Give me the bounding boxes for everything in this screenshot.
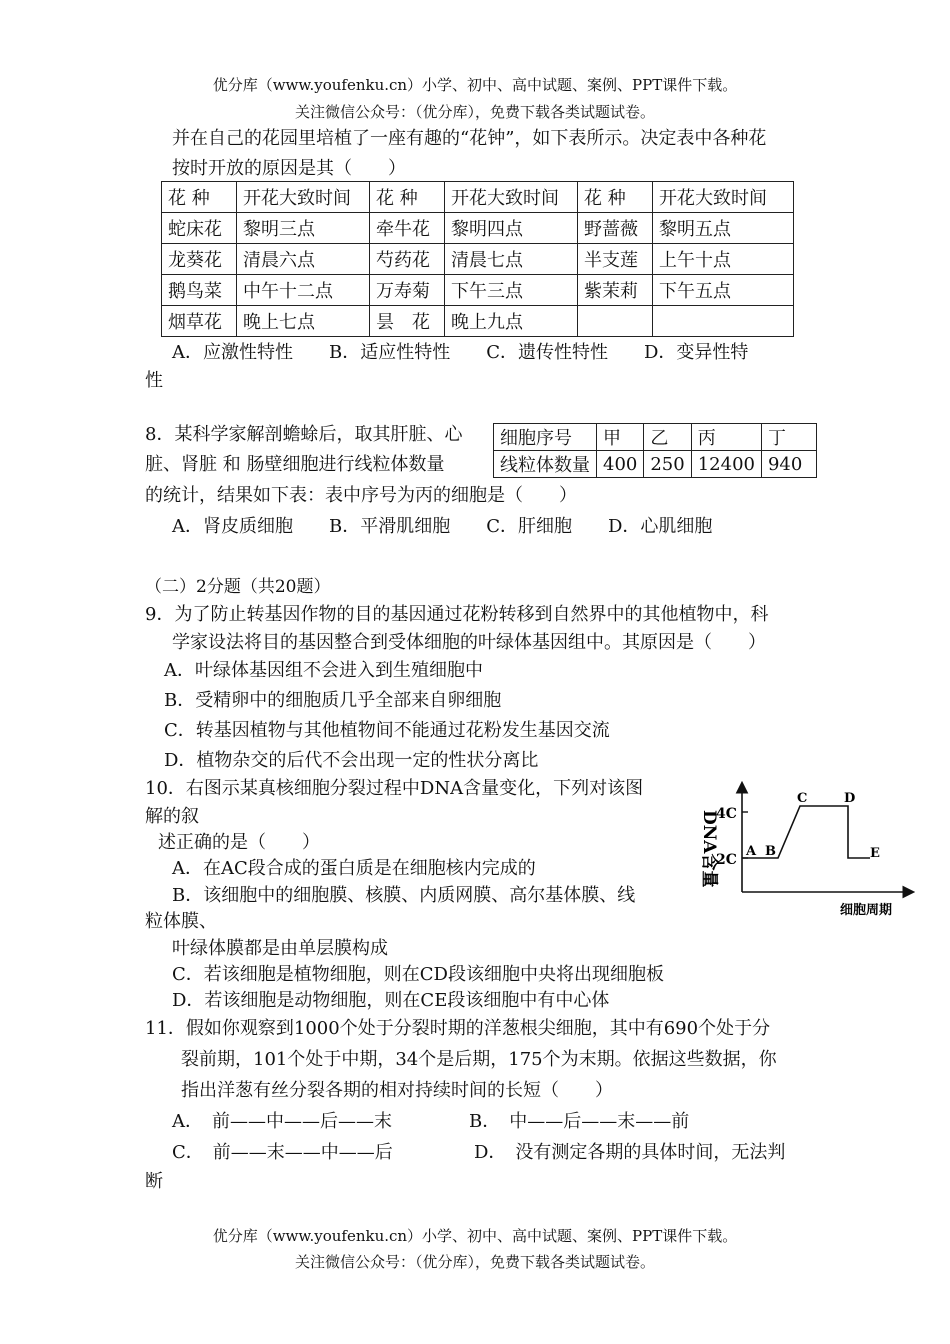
table-cell: 清晨六点 [237, 244, 370, 275]
table-row [494, 451, 817, 478]
table-cell: 芍药花 [370, 244, 445, 275]
table-cell: 紫茉莉 [578, 275, 653, 306]
table-cell: 下午三点 [445, 275, 578, 306]
table-cell: 牵牛花 [370, 213, 445, 244]
table-cell: 甲 [597, 424, 644, 451]
q10-option-d: D．若该细胞是动物细胞，则在CE段该细胞中有中心体 [172, 990, 610, 1011]
table-header: 开花大致时间 [653, 182, 794, 213]
table-header: 花 种 [370, 182, 445, 213]
table-cell: 上午十点 [653, 244, 794, 275]
header-line-2: 关注微信公众号：（优分库），免费下载各类试题试卷。 [294, 103, 655, 121]
table-cell: 丙 [691, 424, 761, 451]
table-cell: 晚上九点 [445, 306, 578, 337]
dna-content-graph [690, 778, 920, 918]
table-cell: 下午五点 [653, 275, 794, 306]
q10-stem-2: 解的叙 [145, 806, 199, 827]
q7-options-wrap: 性 [145, 370, 163, 391]
table-cell: 晚上七点 [237, 306, 370, 337]
q7-options: A．应激性特性 B．适应性特性 C．遗传性特性 D．变异性特 [172, 342, 749, 363]
table-header: 开花大致时间 [445, 182, 578, 213]
table-cell: 黎明三点 [237, 213, 370, 244]
point-c-label: C [797, 791, 808, 806]
q11-option-b: B． 中——后——末——前 [469, 1111, 690, 1132]
q11-stem-3: 指出洋葱有丝分裂各期的相对持续时间的长短（ ） [181, 1080, 613, 1101]
q10-option-b-3: 叶绿体膜都是由单层膜构成 [172, 938, 388, 959]
q11-option-a: A． 前——中——后——末 [172, 1111, 392, 1132]
section-title: （二）2分题（共20题） [145, 577, 331, 597]
table-cell [578, 306, 653, 337]
point-d-label: D [844, 791, 856, 806]
table-cell: 丁 [761, 424, 816, 451]
table-cell: 线粒体数量 [494, 451, 597, 478]
q7-stem-2: 按时开放的原因是其（ ） [172, 158, 406, 179]
table-header: 花 种 [578, 182, 653, 213]
table-cell: 12400 [691, 451, 761, 478]
table-row [162, 213, 794, 244]
table-cell: 细胞序号 [494, 424, 597, 451]
q11-stem-2: 裂前期，101个处于中期，34个是后期，175个为末期。依据这些数据，你 [181, 1049, 777, 1070]
q10-option-b-2: 粒体膜、 [145, 911, 217, 932]
table-header: 花 种 [162, 182, 237, 213]
table-cell: 万寿菊 [370, 275, 445, 306]
table-cell: 乙 [644, 424, 691, 451]
q10-stem-1: 10．右图示某真核细胞分裂过程中DNA含量变化，下列对该图 [145, 778, 644, 799]
q8-stem-3: 的统计，结果如下表：表中序号为丙的细胞是（ ） [145, 485, 577, 506]
table-cell: 清晨七点 [445, 244, 578, 275]
q9-option-b: B．受精卵中的细胞质几乎全部来自卵细胞 [164, 690, 502, 711]
q10-option-c: C．若该细胞是植物细胞，则在CD段该细胞中央将出现细胞板 [172, 964, 664, 985]
table-cell: 鹅鸟菜 [162, 275, 237, 306]
table-cell: 940 [761, 451, 816, 478]
y-axis-label: DNA含量 [699, 810, 719, 888]
point-e-label: E [870, 846, 880, 861]
q10-option-a: A．在AC段合成的蛋白质是在细胞核内完成的 [172, 858, 536, 879]
table-cell: 中午十二点 [237, 275, 370, 306]
table-row [494, 424, 817, 451]
mitochondria-table [493, 423, 817, 478]
q8-options: A．肾皮质细胞 B．平滑肌细胞 C．肝细胞 D．心肌细胞 [172, 516, 713, 537]
table-cell [653, 306, 794, 337]
q9-option-c: C．转基因植物与其他植物间不能通过花粉发生基因交流 [164, 720, 610, 741]
table-cell: 烟草花 [162, 306, 237, 337]
q11-stem-1: 11．假如你观察到1000个处于分裂时期的洋葱根尖细胞，其中有690个处于分 [145, 1018, 771, 1039]
table-row [162, 275, 794, 306]
table-cell: 野蔷薇 [578, 213, 653, 244]
q9-option-d: D．植物杂交的后代不会出现一定的性状分离比 [164, 750, 539, 771]
q9-stem-2: 学家设法将目的基因整合到受体细胞的叶绿体基因组中。其原因是（ ） [172, 632, 766, 653]
table-cell: 龙葵花 [162, 244, 237, 275]
q8-stem-1: 8．某科学家解剖蟾蜍后，取其肝脏、心 [145, 424, 463, 445]
table-cell: 黎明四点 [445, 213, 578, 244]
table-cell: 蛇床花 [162, 213, 237, 244]
table-cell: 黎明五点 [653, 213, 794, 244]
q11-option-d: D． 没有测定各期的具体时间，无法判 [474, 1142, 786, 1163]
table-header: 开花大致时间 [237, 182, 370, 213]
q8-stem-2: 脏、肾脏 和 肠壁细胞进行线粒体数量 [145, 454, 445, 475]
q7-stem-1: 并在自己的花园里培植了一座有趣的“花钟”，如下表所示。决定表中各种花 [172, 128, 767, 149]
table-row [162, 306, 794, 337]
y-tick-label-2c: 2C [716, 852, 737, 868]
q10-option-b-1: B．该细胞中的细胞膜、核膜、内质网膜、高尔基体膜、线 [172, 885, 636, 906]
point-b-label: B [765, 844, 776, 859]
flower-clock-table [161, 181, 794, 337]
q9-stem-1: 9．为了防止转基因作物的目的基因通过花粉转移到自然界中的其他植物中，科 [145, 604, 769, 625]
table-row [162, 244, 794, 275]
q10-stem-3: 述正确的是（ ） [158, 832, 320, 853]
footer-line-2: 关注微信公众号：（优分库），免费下载各类试题试卷。 [294, 1253, 655, 1271]
q11-option-c: C． 前——末——中——后 [172, 1142, 393, 1163]
x-axis-label: 细胞周期 [840, 903, 893, 918]
footer-line-1: 优分库（www.youfenku.cn）小学、初中、高中试题、案例、PPT课件下载。 [212, 1227, 738, 1245]
table-cell: 250 [644, 451, 691, 478]
point-a-label: A [746, 844, 757, 859]
dna-curve [742, 806, 870, 858]
table-cell: 昙 花 [370, 306, 445, 337]
q11-option-d-wrap: 断 [145, 1171, 163, 1192]
table-cell: 400 [597, 451, 644, 478]
y-tick-label-4c: 4C [716, 806, 737, 822]
table-header-row [162, 182, 794, 213]
q9-option-a: A．叶绿体基因组不会进入到生殖细胞中 [164, 660, 483, 681]
header-line-1: 优分库（www.youfenku.cn）小学、初中、高中试题、案例、PPT课件下载。 [212, 76, 738, 94]
table-cell: 半支莲 [578, 244, 653, 275]
